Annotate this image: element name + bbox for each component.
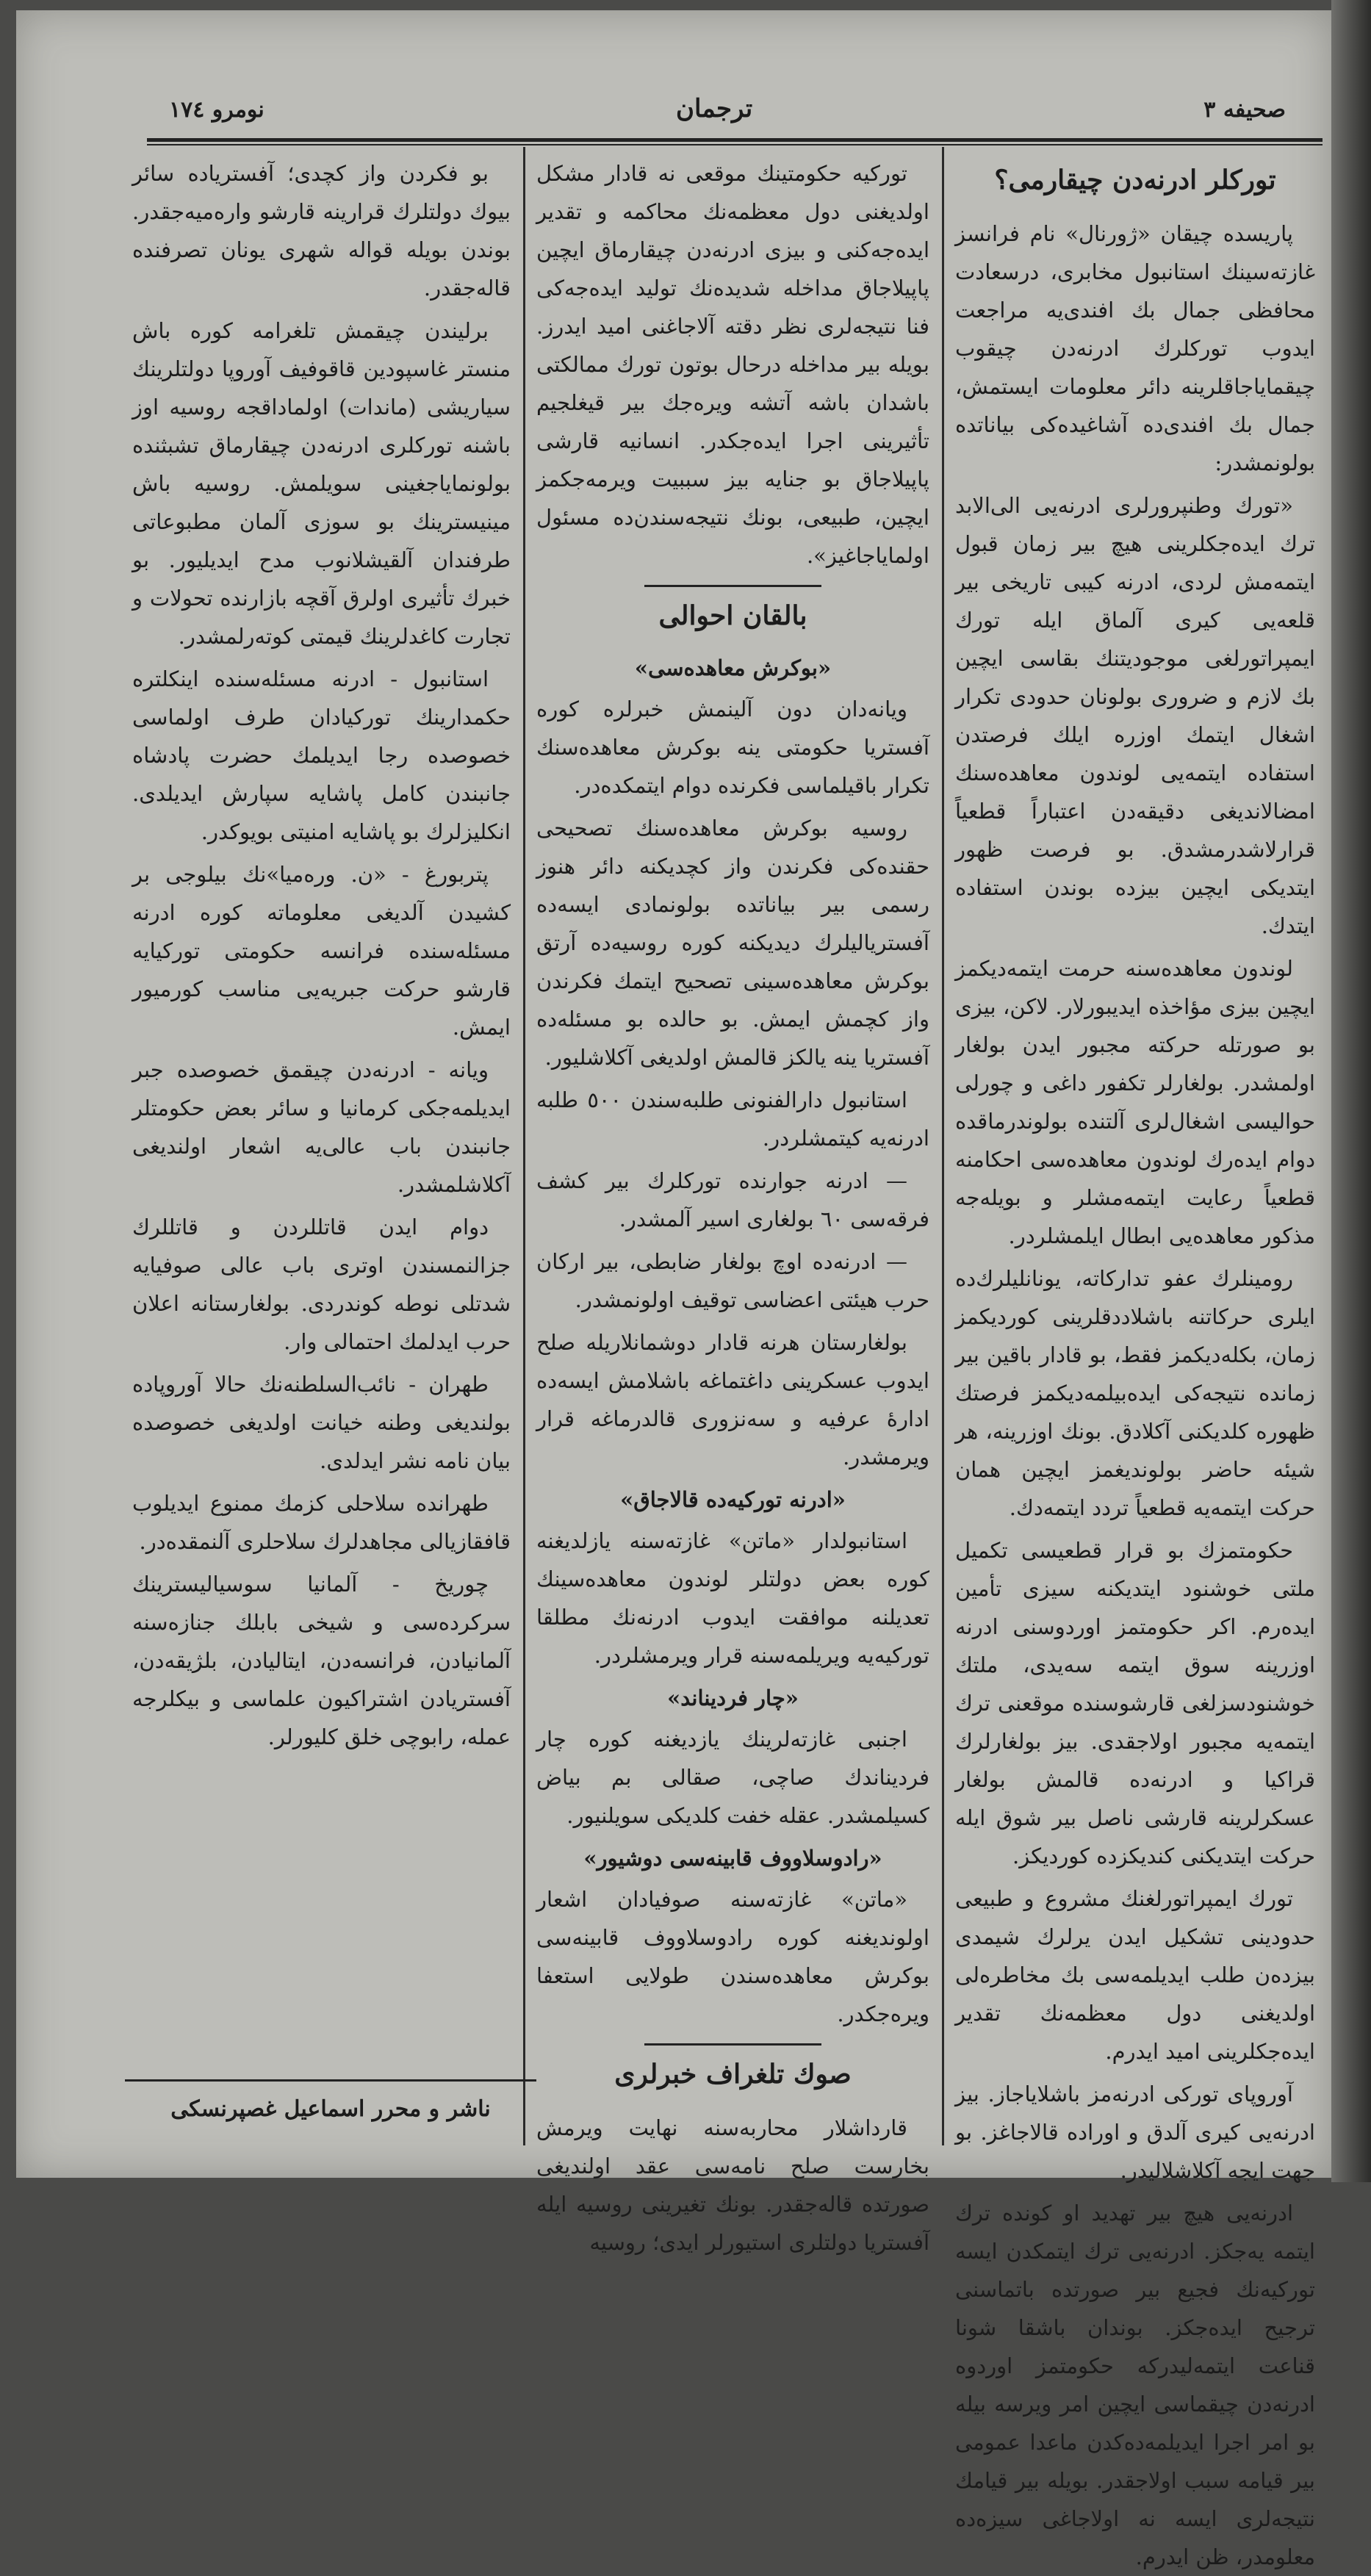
article-paragraph: رومینلرك عفو تدارکاته، یونانلیلرك‌ده ایلری حرکاتنه باشلاددقلرینی کوردیکمز زمان، بکله‌دیکمز فقط، بو قادار باقین بیر زمانده نتیجه‌کی ایده‌بیلمه‌دیکمز فرصتك ظهوره کلدیکنی آکلادق. بونك اوزرینه، هر شیئه حاضر بولوندیغمز ایچین همان حرکت ایتمه‌یه قطعیاً تردد ایتمه‌دك. [955, 1266, 1315, 1520]
article-paragraph: پتربورغ - «ن. وره‌میا»نك بیلوجی بر کشیدن آلدیغی معلوماته کوره ادرنه مسئله‌سنده فرانسه حکومتی تورکیایه قارشو حرکت جبریه‌یی مناسب کورمیور ایمش. [132, 862, 511, 1040]
issue-number: نومرو ۱۷٤ [169, 97, 265, 123]
news-paragraph: قارداشلار محاربه‌سنه نهایت ویرمش بخارست صلح نامه‌سی عقد اولندیغی صورتده قاله‌جقدر. بونك تغیرینی روسیه ایله آفستریا دولتلری استیورلر ایدی؛ روسیه [536, 2115, 929, 2255]
header-rule [147, 138, 1323, 145]
section-separator [644, 2043, 821, 2046]
section-heading-balkan: بالقان احوالی [658, 600, 807, 631]
article-paragraph: استانبول - ادرنه مسئله‌سنده اینکلتره حکمدارینك تورکیادان طرف اولماسی خصوصده رجا ایدیلمك حضرت پادشاه جانبندن کامل پاشایه سپارش ایدیلدی. انکلیزلرك بو پاشایه امنیتی بویوکدر. [132, 666, 511, 844]
publisher-line: ناشر و محرر اسماعیل غصپرنسکی [125, 2079, 536, 2122]
article-paragraph: ویانه - ادرنه‌دن چیقمق خصوصده جبر ایدیلمه‌جکی کرمانیا و سائر بعض حکومتلر جانبندن باب عالی‌یه اشعار اولندیغی آکلاشلمشدر. [132, 1057, 511, 1197]
article-paragraph: طهرانده سلاحلی کزمك ممنوع ایدیلوب قافقازیالی مجاهدلرك سلاحلری آلنمقده‌در. [132, 1491, 511, 1554]
article-paragraph: بو فکردن واز کچدی؛ آفستریاده سائر بیوك دولتلرك قرارینه قارشو واره‌میه‌جقدر. بوندن بویله قواله شهری یونان تصرفنده قاله‌جقدر. [132, 161, 511, 301]
news-paragraph: اجنبی غازته‌لرینك یازدیغنه کوره چار فردیناندك صاچی، صقالی بم بیاض کسیلمشدر. عقله خفت کلدیکی سویلنیور. [536, 1727, 929, 1828]
news-paragraph: روسیه بوکرش معاهده‌سنك تصحیحی حقنده‌کی فکرندن واز کچدیکنه دائر هنوز رسمی بیر بیاناتده بولونمادی ایسه‌ده آفستریالیلرك دیدیکنه کوره روسیه‌ده آرتق بوکرش معاهده‌سینی تصحیح ایتمك فکرندن واز کچمش ایمش. بو حالده بو مسئله‌ده آفستریا ینه یالکز قالمش اولدیغی آکلاشلیور. [536, 816, 929, 1070]
scan-dark-edge [1331, 0, 1371, 2182]
newspaper-title: ترجمان [676, 94, 753, 123]
column-divider-right [942, 147, 944, 2145]
article-paragraph: «تورك وطنپرورلری ادرنه‌یی الی‌الابد ترك ایده‌جکلرینی هیچ بیر زمان قبول ایتمه‌مش لردی، ادرنه کیبی تاریخی بیر قلعه‌یی کیری آلماق ایله تورك ایمپراتورلغی موجودیتنك بقاسی ایچین بك لازم و ضروری بولونان حدودی تکرار اشغال ایتمك اوزره ایلك فرصتدن استفاده ایتمه‌یی لوندون معاهده‌سنك امضالاندیغی دقیقه‌دن اعتباراً قطعیاً قرارلاشدرمشدق. بو فرصت ظهور ایتدیکی ایچین بیزده بوندن استفاده ایتدك. [955, 493, 1315, 938]
article-paragraph: چوریخ - آلمانیا سوسیالیسترینك سرکرده‌سی و شیخی بابلك جنازه‌سنه آلمانیادن، فرانسه‌دن، ایتالیادن، بلژیقه‌دن، آفستریادن اشتراکیون علماسی و بیکلرجه عمله، رابوچی خلق کلیورلر. [132, 1572, 511, 1749]
article-paragraph: تورك ایمپراتورلغنك مشروع و طبیعی حدودینی تشکیل ایدن یرلرك شیمدی بیزده‌ن طلب ایدیلمه‌سی بك مخاطره‌لی اولدیغنی دول معظمه‌نك تقدیر ایده‌جکلرینی امید ایدرم. [955, 1886, 1315, 2064]
column-middle [536, 154, 929, 2547]
article-paragraph: لوندون معاهده‌سنه حرمت ایتمه‌دیکمز ایچین بیزی مؤاخذه ایدیبورلار. لاکن، بیزی بو صورتله حرکته مجبور ایدن بولغار اولمشدر. بولغارلر تکفور داغی و چورلی حوالیسی اشغال‌لری آلتنده بولوندرماقده دوام ایده‌رك لوندون معاهده‌سی احکامنه قطعیاً رعایت ایتمه‌مشلر و بویله‌جه مذکور معاهده‌یی ابطال ایلمشلردر. [955, 956, 1315, 1248]
article-headline: تورکلر ادرنه‌دن چیقارمی؟ [994, 165, 1276, 195]
column-divider-left [523, 147, 525, 2145]
article-paragraph: دوام ایدن قاتللردن و قاتللرك جزالنمسندن اوتری باب عالی صوفیایه شدتلی نوطه کوندردی. بولغارستانه اعلان حرب ایدلمك احتمالی وار. [132, 1215, 511, 1354]
page-header [147, 88, 1308, 140]
article-paragraph: برلیندن چیقمش تلغرامه کوره باش منستر غاسپودین قاقوفیف آوروپا دولتلرینك سیاریشی (ماندات) اولماداقجه روسیه اوز باشنه تورکلری ادرنه‌دن چیقارماق تشبثنده بولونمایاجغینی سویلمش. روسیه باش مینیسترینك بو سوزی آلمان مطبوعاتی طرفندان آلقیشلانوب مدح ایدیلیور. بو خبرك تأثیری اولرق آقچه بازارنده تحولات و تجارت کاغدلرینك قیمتی کوته‌رلمشدر. [132, 318, 511, 649]
news-title: «چار فردیناند» [667, 1685, 799, 1710]
column-right [955, 154, 1315, 2569]
news-title: «رادوسلاووف قابینه‌سی دوشیور» [583, 1846, 882, 1871]
section-separator [644, 585, 821, 587]
news-item: بولغارستان هرنه قادار دوشمانلاریله صلح ایدوب عسکرینی داغتماغه باشلامش ایسه‌ده ادارهٔ عرفیه و سه‌نزوری قالدرماغه قرار ویرمشدر. [536, 1330, 929, 1469]
article-paragraph: حکومتمزك بو قرار قطعیسی تکمیل ملتی خوشنود ایتدیکنه سیزی تأمین ایده‌رم. اکر حکومتمز اوردوسنی ادرنه اوزرینه سوق ایتمه سه‌یدی، ملتك خوشنودسزلغی قارشوسنده موقعنی ترك ایتمه‌یه مجبور اولاجقدی. بیز بولغارلرك قراکیا و ادرنه‌ده قالمش بولغار عسکرلرینه قارشی ناصل بیر شوق ایله حرکت ایتدیکنی کندیکزده کوردیکز. [955, 1538, 1315, 1868]
news-item: استانبول دارالفنونی طلبه‌سندن ٥٠٠ طلبه ادرنه‌یه کیتمشلردر. [536, 1087, 929, 1151]
article-paragraph: تورکیه حکومتینك موقعی نه قادار مشکل اولدیغنی دول معظمه‌نك محاکمه و تقدیر ایده‌جه‌کنی و بیزی ادرنه‌دن چیقارماق ایچین پاپیلاجاق مداخله شدیده‌نك تولید ایده‌جه‌کی فنا نتیجه‌لری نظر دقته آلاجاغنی امید ایدرز. بویله بیر مداخله درحال بوتون تورك ممالکتی باشدان باشه آتشه ویره‌جك بیر قیغلجیم تأثیرینی اجرا ایده‌جکدر. انسانیه قارشی پاپیلاجاق بو جنایه بیز سببیت ویرمه‌جکمز ایچین، طبیعی، بونك نتیجه‌سندن‌ده مسئول اولمایاجاغیز». [536, 161, 929, 568]
news-title: «بوکرش معاهده‌سی» [634, 655, 832, 680]
page-number: صحیفه ۳ [1203, 97, 1286, 123]
news-item: — ادرنه جوارنده تورکلرك بیر کشف فرقه‌سی ٦٠ بولغاری اسیر آلمشدر. [536, 1168, 929, 1231]
news-paragraph: «ماتن» غازته‌سنه صوفیادان اشعار اولوندیغنه کوره رادوسلاووف قابینه‌سی بوکرش معاهده‌سندن طولایی استعفا ویره‌جکدر. [536, 1887, 929, 2026]
article-paragraph: ادرنه‌یی هیچ بیر تهدید او کونده ترك ایتمه یه‌جکز. ادرنه‌یی ترك ایتمکدن ایسه تورکیه‌نك فجیع بیر صورتده باتماسنی ترجیح ایده‌جکز. بوندان باشقا شونا قناعت ایتمه‌لیدرکه حکومتمز اوردوه ادرنه‌دن چیقماسی ایچین امر ویرسه بیله بو امر اجرا ایدیلمه‌ده‌کدن ماعدا عمومی بیر قیامه سبب اولاجقدر. بویله بیر قیامك نتیجه‌لری ایسه نه اولاجاغی سیزه‌ده معلومدر، ظن ایدرم. [955, 2201, 1315, 2569]
section-heading-telegraph: صوك تلغراف خبرلری [614, 2059, 852, 2090]
news-title: «ادرنه تورکیه‌ده قالاجاق» [620, 1487, 846, 1512]
news-paragraph: ویانه‌دان دون آلینمش خبرلره کوره آفستریا حکومتی ینه بوکرش معاهده‌سنك تکرار باقیلماسی فکرنده دوام ایتمکده‌در. [536, 697, 929, 798]
article-paragraph: پاریسده چیقان «ژورنال» نام فرانسز غازته‌سینك استانبول مخابری، درسعادت محافظی جمال بك افندی‌یه مراجعت ایدوب تورکلرك ادرنه‌دن چیقوب چیقمایاجاقلرینه دائر معلومات ایستمش، جمال بك افندی‌ده آشاغیده‌کی بیاناتده بولونمشدر: [955, 221, 1315, 475]
article-paragraph: آوروپای تورکی ادرنه‌مز باشلایاجاز. بیز ادرنه‌یی کیری آلدق و اوراده قالاجاغز. بو جهت ایجه آکلاشلالیدر. [955, 2082, 1315, 2183]
article-paragraph: طهران - نائب‌السلطنه‌نك حالا آوروپاده بولندیغی وطنه خیانت اولدیغی خصوصده بیان نامه نشر ایدلدی. [132, 1372, 511, 1473]
news-item: — ادرنه‌ده اوچ بولغار ضابطی، بیر ارکان حرب هیئتی اعضاسی توقیف اولونمشدر. [536, 1249, 929, 1312]
news-paragraph: استانبولدار «ماتن» غازته‌سنه یازلدیغنه کوره بعض دولتلر لوندون معاهده‌سینك تعدیلنه موافقت ایدوب ادرنه‌نك مطلقا تورکیه‌یه ویریلمه‌سنه قرار ویرمشلردر. [536, 1528, 929, 1668]
